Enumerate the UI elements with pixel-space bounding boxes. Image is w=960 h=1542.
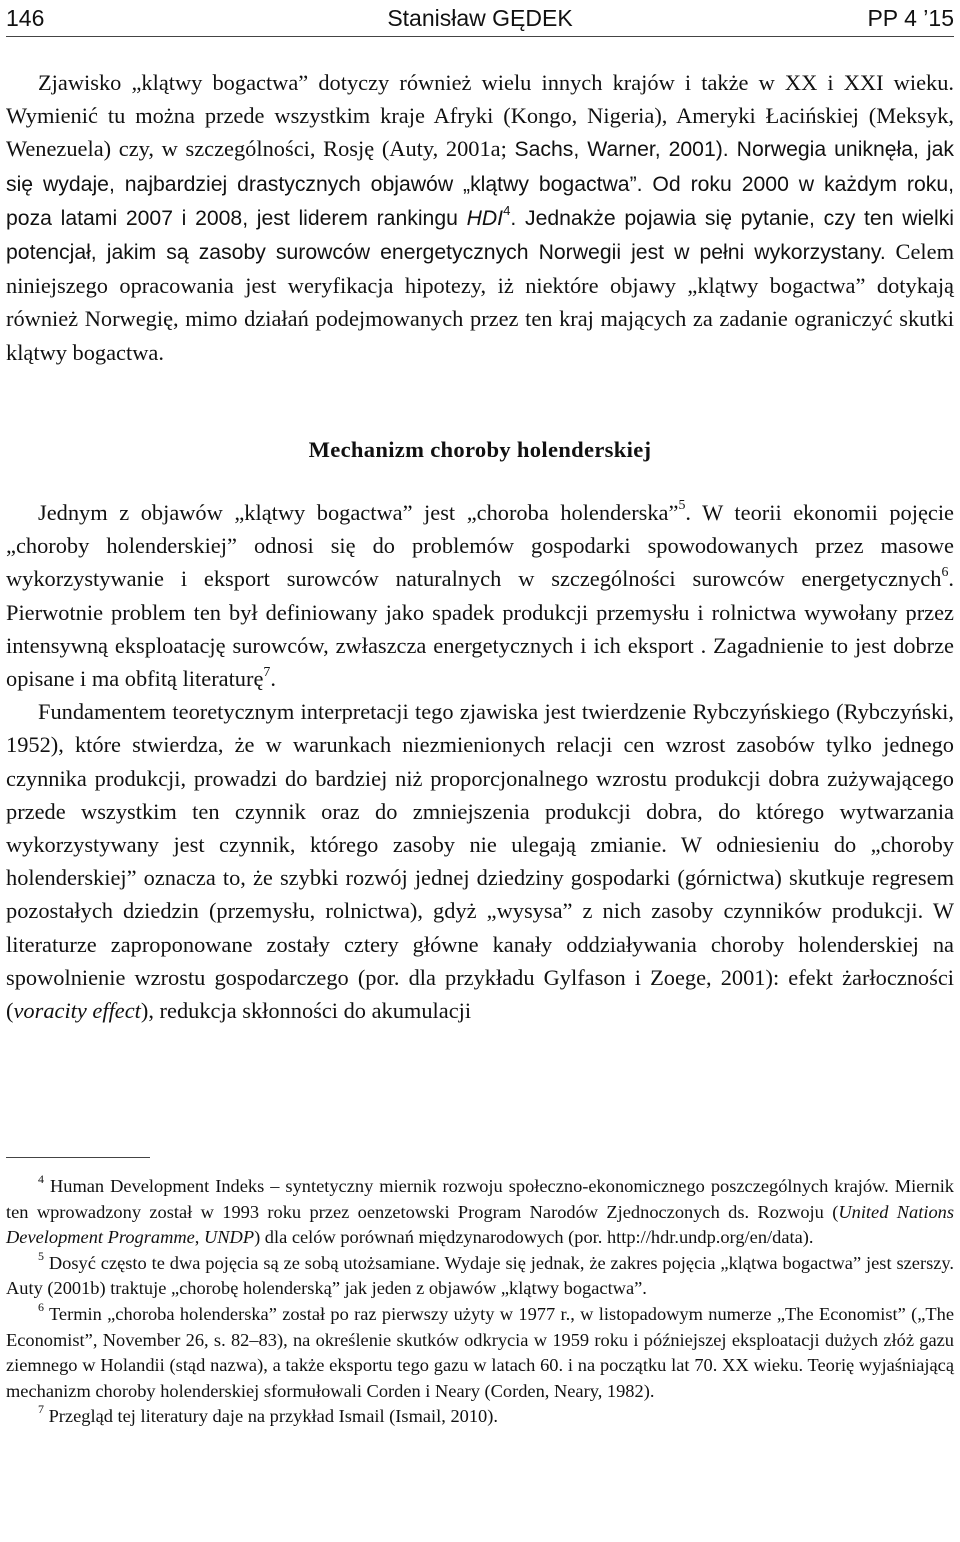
footnote-ref-4[interactable]: 4 — [503, 202, 511, 218]
italic-term: United Nations Development Programme — [6, 1201, 954, 1248]
footnote-4 — [6, 1174, 954, 1251]
page-header — [6, 2, 954, 34]
footnote-ref-5[interactable]: 5 — [678, 498, 686, 514]
italic-term: UNDP — [204, 1227, 255, 1248]
running-author: Stanisław GĘDEK — [387, 5, 573, 31]
footnote-number: 6 — [38, 1300, 44, 1315]
text-run: . Jednakże pojawia się pytanie, czy ten wielki potencjał, jakim są zasoby surowców energetycznych Norwegii jest w pełni wykorzystany. — [6, 206, 954, 265]
journal-issue: PP 4 ’15 — [867, 5, 954, 31]
text-run: . W teorii ekonomii pojęcie „choroby holenderskiej” odnosi się do problemów gospodarki spowodowanych przez masowe wykorzystywanie i eksport surowców naturalnych w szczególności surowców energetycznych — [6, 500, 954, 592]
text-run: Jednym z objawów „klątwy bogactwa” jest „choroba holenderska” — [38, 500, 679, 526]
paragraph-rybczynski — [6, 695, 954, 1027]
hdi-abbrev: HDI — [466, 206, 504, 230]
text-run: , — [194, 1227, 204, 1248]
text-run: . Pierwotnie problem ten był definiowany jako spadek produkcji przemysłu i rolnictwa wywołany przez intensywną eksploatację surowców, zwłaszcza energetycznych i ich eksport . Zagadnienie to jest dobrze opisane i ma obfitą literaturę — [6, 566, 954, 692]
text-run: Celem niniejszego opracowania jest weryfikacja hipotezy, iż niektóre objawy „klątwy bogactwa” dotykają również Norwegię, mimo działań podejmowanych przez ten kraj mających za zadanie ograniczyć skutki klątwy bogactwa. — [6, 239, 954, 365]
footnotes — [6, 1174, 954, 1430]
footnote-7 — [6, 1404, 954, 1430]
text-run: Sachs, Warner, 2001). Norwegia uniknęła, jak się wydaje, najbardziej drastycznych objawów „klątwy bogactwa”. Od roku 2000 w każdym roku, poza latami 2007 i 2008, jest liderem rankingu — [6, 138, 954, 230]
text-run: Human Development Indeks – syntetyczny miernik rozwoju społeczno-ekonomicznego poszczególnych krajów. Miernik ten wprowadzony został w 1993 roku przez oenzetowski Program Narodów Zjednoczonych ds. Rozwoju ( — [6, 1176, 954, 1222]
page-number: 146 — [6, 5, 45, 31]
section-heading: Mechanizm choroby holenderskiej — [308, 436, 652, 462]
paragraph-intro — [6, 66, 954, 369]
footnote-ref-7[interactable]: 7 — [263, 664, 271, 680]
footnote-6 — [6, 1302, 954, 1404]
text-run: Fundamentem teoretycznym interpretacji tego zjawiska jest twierdzenie Rybczyńskiego (Rybczyński, 1952), które stwierdza, że w warunkach niezmienionych relacji cen wzrost zasobów tylko jednego czynnika produkcji, prowadzi do bardziej niż proporcjonalnego wzrostu produkcji dobra zużywającego przede wszystkim ten czynnik oraz do zmniejszenia produkcji dobra, do którego wytwarzania wykorzystywany jest czynnik, którego zasoby nie ulegają zmianie. W odniesieniu do „choroby holenderskiej” oznacza to, że szybki rozwój jednej dziedziny gospodarki (górnictwa) skutkuje regresem pozostałych dziedzin (przemysłu, rolnictwa), gdyż „wysysa” z nich zasoby czynników produkcji. W literaturze zaproponowane zostały cztery główne kanały oddziaływania choroby holenderskiej na spowolnienie wzrostu gospodarczego (por. dla przykładu Gylfason i Zoege, 2001): efekt żarłoczności ( — [6, 699, 954, 1024]
text-run: Termin „choroba holenderska” został po raz pierwszy użyty w 1977 r., w listopadowym numerze „The Economist” („The Economist”, November 26, s. 82–83), na określenie skutków odkrycia w 1959 roku i późniejszej eksploatacji dużych złóż gazu ziemnego w Holandii (stąd nazwa), a także eksportu tego gazu w latach 60. i na początku lat 70. XX wieku. Teorię wyjaśniającą mechanizm choroby holenderskiej sformułowali Corden i Neary (Corden, Neary, 1982). — [6, 1303, 954, 1401]
text-run: Zjawisko „klątwy bogactwa” dotyczy również wielu innych krajów i także w XX i XXI wieku. Wymienić tu można przede wszystkim kraje Afryki (Kongo, Nigeria), Ameryki Łacińskiej (Meksyk, Wenezuela) czy, w szczególności, Rosję (Auty, 2001a; — [6, 70, 954, 162]
footnote-number: 7 — [38, 1402, 44, 1417]
text-run: . — [270, 666, 276, 692]
text-run: Przegląd tej literatury daje na przykład Ismail (Ismail, 2010). — [43, 1406, 498, 1427]
footnote-5 — [6, 1248, 954, 1302]
main-text — [6, 66, 954, 1027]
text-run: ), redukcja skłonności do akumulacji — [140, 998, 472, 1024]
text-run: ) dla celów porównań międzynarodowych (por. http://hdr.undp.org/en/data). — [254, 1227, 814, 1248]
footnote-number: 4 — [38, 1172, 44, 1187]
paragraph-dutch-disease — [6, 496, 954, 695]
footnote-ref-6[interactable]: 6 — [941, 564, 949, 580]
italic-term: voracity effect — [13, 998, 141, 1024]
header-rule — [6, 36, 954, 37]
footnote-rule — [6, 1157, 150, 1158]
footnote-number: 5 — [38, 1248, 44, 1263]
text-run: Dosyć często te dwa pojęcia są ze sobą utożsamiane. Wydaje się jednak, że zakres pojęcia „klątwa bogactwa” jest szerszy. Auty (2001b) traktuje „chorobę holenderską” jak jeden z objawów „klątwy bogactwa”. — [6, 1252, 954, 1299]
